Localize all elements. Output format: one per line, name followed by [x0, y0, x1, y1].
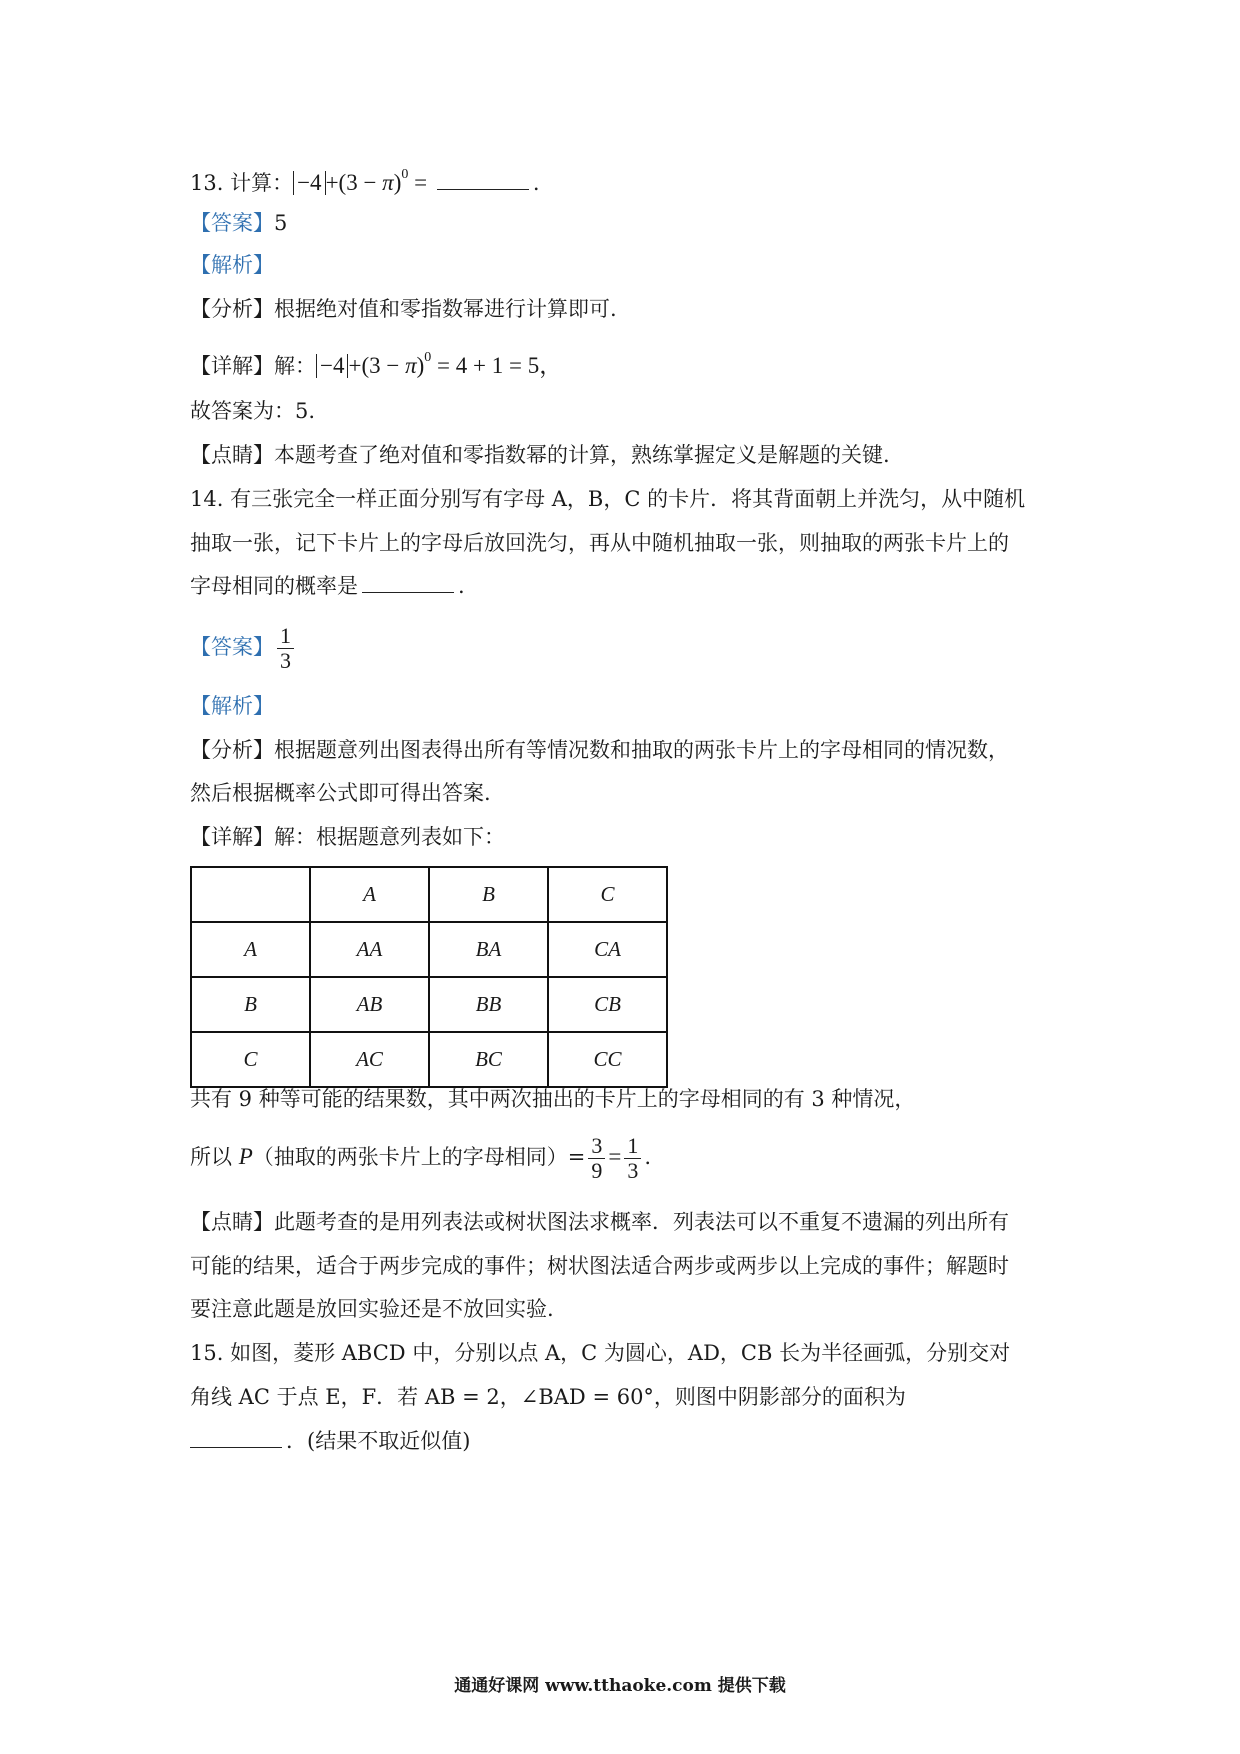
- q13-solution-mid: +(3 −: [348, 353, 406, 378]
- q13-equals: =: [408, 170, 433, 195]
- answer-blank: [437, 188, 529, 190]
- q15-prompt-line3: [190, 1426, 470, 1456]
- q15-prompt-line2: 角线 AC 于点 E，F．若 AB = 2，∠BAD = 60°，则图中阴影部分的面积为: [190, 1385, 906, 1409]
- table-cell: AB: [310, 977, 429, 1032]
- q13-answer: [190, 208, 287, 238]
- dianjing-tag: 【点睛】: [190, 443, 274, 467]
- jiexi-tag: 【解析】: [190, 694, 274, 718]
- q14-fenxi-line2: 然后根据概率公式即可得出答案.: [190, 781, 491, 805]
- q14-fraction-3-9: [588, 1134, 605, 1183]
- page-footer: 通通好课网 www.tthaoke.com 提供下载: [454, 1676, 786, 1696]
- q14-result-mid: （抽取的两张卡片上的字母相同）=: [252, 1145, 586, 1169]
- fraction-numerator: 1: [277, 624, 294, 649]
- q14-dianjing-line3: 要注意此题是放回实验还是不放回实验.: [190, 1297, 554, 1321]
- table-row: [191, 977, 667, 1032]
- fraction-denominator: 3: [627, 1158, 639, 1183]
- answer-blank: [190, 1446, 282, 1448]
- q14-result-line1: 共有 9 种等可能的结果数，其中两次抽出的卡片上的字母相同的有 3 种情况，: [190, 1087, 916, 1111]
- jiexi-tag: 【解析】: [190, 253, 274, 277]
- fraction-numerator: 3: [588, 1134, 605, 1159]
- q13-abs: −4: [293, 171, 325, 195]
- q14-prompt-line3: [190, 571, 465, 601]
- q13-solution-exponent: 0: [424, 350, 432, 365]
- table-cell: A: [310, 867, 429, 922]
- q15-prompt-line1: 15. 如图，菱形 ABCD 中，分别以点 A，C 为圆心，AD，CB 长为半径画弧，分别交对: [190, 1341, 1011, 1365]
- q13-xiangjie: [190, 343, 562, 381]
- table-cell: BB: [429, 977, 548, 1032]
- q14-result-line2: [190, 1134, 651, 1183]
- q13-dianjing: [190, 440, 890, 470]
- dianjing-tag: 【点睛】: [190, 1210, 274, 1234]
- answer-tag: 【答案】: [190, 635, 274, 659]
- table-cell: CA: [548, 922, 667, 977]
- table-row: [191, 867, 667, 922]
- q13-fenxi: [190, 294, 617, 324]
- table-cell: A: [191, 922, 310, 977]
- outcome-table: [190, 866, 668, 1088]
- q13-expr-close: ): [393, 170, 402, 195]
- q14-result-end: .: [644, 1145, 652, 1169]
- q14-prompt-end: .: [458, 574, 465, 598]
- q14-fraction-1-3: [624, 1134, 641, 1183]
- q14-result-pre: 所以: [190, 1145, 239, 1169]
- table-cell: AA: [310, 922, 429, 977]
- q14-dianjing-line1: [190, 1207, 1009, 1237]
- table-cell: BC: [429, 1032, 548, 1087]
- table-row: [191, 922, 667, 977]
- q13-solution-abs: −4: [316, 354, 348, 378]
- q14-fenxi-text1: 根据题意列出图表得出所有等情况数和抽取的两张卡片上的字母相同的情况数，: [274, 738, 1009, 762]
- fenxi-tag: 【分析】: [190, 297, 274, 321]
- table-cell: B: [191, 977, 310, 1032]
- q13-solution-expression: [316, 350, 563, 378]
- q13-exponent: 0: [401, 167, 409, 182]
- q14-equals: =: [608, 1144, 622, 1169]
- q14-dianjing-text1: 此题考查的是用列表法或树状图法求概率．列表法可以不重复不遗漏的列出所有: [274, 1210, 1009, 1234]
- q14-prompt-line2: 抽取一张，记下卡片上的字母后放回洗匀，再从中随机抽取一张，则抽取的两张卡片上的: [190, 531, 1009, 555]
- table-cell: AC: [310, 1032, 429, 1087]
- xiangjie-tag: 【详解】: [190, 825, 274, 849]
- q15-prompt-line3-text: ．(结果不取近似值): [286, 1429, 471, 1453]
- q13-prompt: [190, 160, 540, 198]
- q14-fenxi-line1: [190, 735, 1009, 765]
- fraction-denominator: 9: [591, 1158, 603, 1183]
- q13-prompt-text: 13. 计算：: [190, 171, 294, 195]
- table-cell: CC: [548, 1032, 667, 1087]
- fenxi-tag: 【分析】: [190, 738, 274, 762]
- q13-conclusion: 故答案为：5.: [190, 399, 316, 423]
- q13-solution-pi: π: [405, 353, 417, 378]
- q14-xiangjie: [190, 822, 505, 852]
- q14-answer: [190, 624, 297, 673]
- fraction-denominator: 3: [280, 648, 291, 673]
- table-cell: CB: [548, 977, 667, 1032]
- q13-dianjing-text: 本题考查了绝对值和零指数幂的计算，熟练掌握定义是解题的关键.: [274, 443, 890, 467]
- q13-pi: π: [382, 170, 394, 195]
- fraction-numerator: 1: [624, 1134, 641, 1159]
- q13-expression: [293, 167, 433, 195]
- table-row: [191, 1032, 667, 1087]
- table-cell: BA: [429, 922, 548, 977]
- table-cell: C: [191, 1032, 310, 1087]
- q13-xiangjie-pre: 解：: [274, 354, 316, 378]
- q13-expr-mid: +(3 −: [325, 170, 383, 195]
- q14-xiangjie-text: 解：根据题意列表如下：: [274, 825, 505, 849]
- q14-answer-fraction: [277, 624, 294, 673]
- q14-dianjing-line2: 可能的结果，适合于两步完成的事件；树状图法适合两步或两步以上完成的事件；解题时: [190, 1254, 1009, 1278]
- xiangjie-tag: 【详解】: [190, 354, 274, 378]
- answer-tag: 【答案】: [190, 211, 274, 235]
- table-cell: B: [429, 867, 548, 922]
- answer-blank: [362, 591, 454, 593]
- q14-result-p: P: [238, 1144, 253, 1169]
- q14-prompt-line3-text: 字母相同的概率是: [190, 574, 358, 598]
- q14-prompt-line1: 14. 有三张完全一样正面分别写有字母 A，B，C 的卡片．将其背面朝上并洗匀，从中随机: [190, 487, 1026, 511]
- q13-solution-tail: = 4 + 1 = 5，: [431, 353, 563, 378]
- q13-solution-close: ): [416, 353, 425, 378]
- table-cell: C: [548, 867, 667, 922]
- q13-fenxi-text: 根据绝对值和零指数幂进行计算即可.: [274, 297, 617, 321]
- q13-end: .: [532, 171, 540, 195]
- table-cell: [191, 867, 310, 922]
- q13-answer-value: 5: [274, 211, 288, 235]
